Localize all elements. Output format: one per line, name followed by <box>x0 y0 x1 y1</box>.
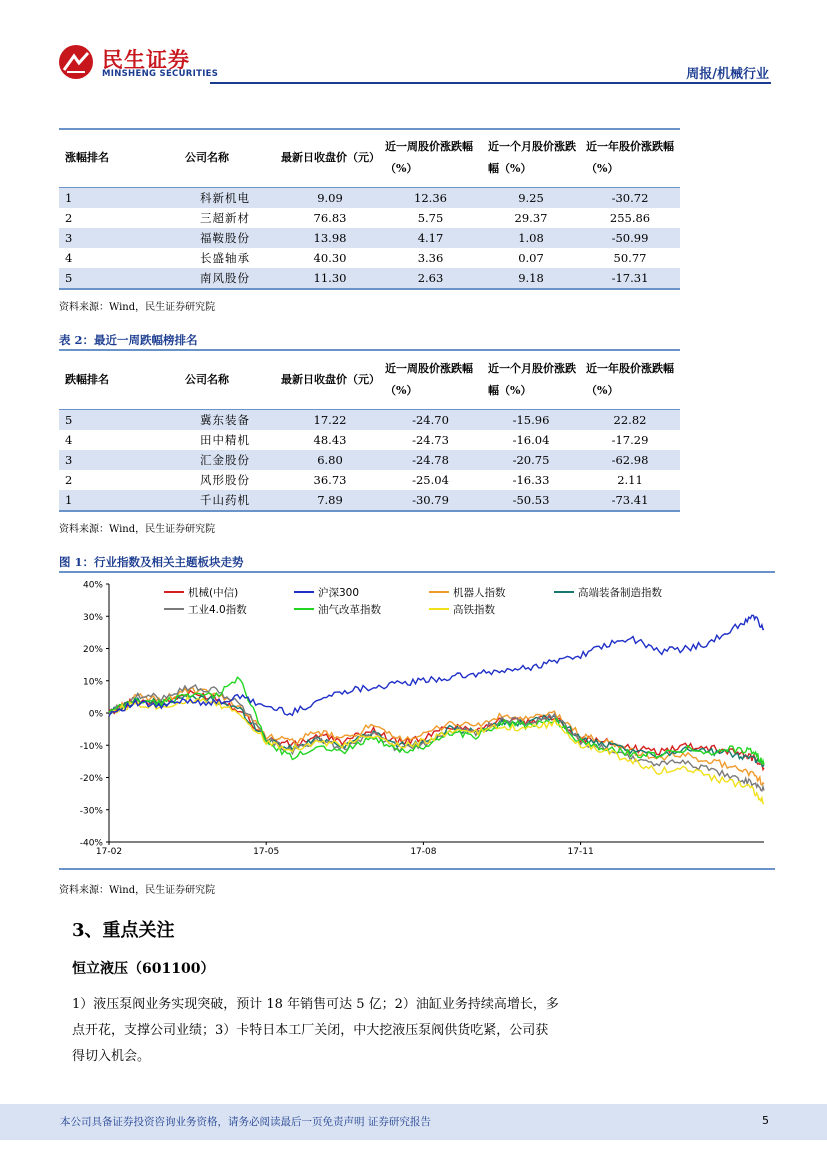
company-cell: 三超新材 <box>200 210 250 225</box>
price-cell: 6.80 <box>281 450 379 470</box>
table-row <box>59 187 680 208</box>
figure1-source: 资料来源：Wind，民生证券研究院 <box>59 885 216 896</box>
rank-cell: 3 <box>59 450 169 470</box>
body-paragraph-line: 点开花，支撑公司业绩；3）卡特日本工厂关闭，中大挖液压泵阀供货吃紧，公司获 <box>72 1023 549 1038</box>
company-cell: 田中精机 <box>200 432 250 447</box>
losers-table <box>59 351 680 512</box>
table-row <box>59 248 680 268</box>
rank-cell: 2 <box>65 472 73 487</box>
rank-cell: 1 <box>59 490 169 511</box>
logo-text-cn: 民生证券 <box>102 48 190 72</box>
table-header: 近一年股价涨跌幅（%） <box>586 361 674 397</box>
company-cell: 冀东装备 <box>169 409 281 430</box>
company-cell: 千山药机 <box>169 490 281 511</box>
company-cell: 福鞍股份 <box>169 228 281 248</box>
y-tick-label: -30% <box>79 806 103 817</box>
table-row <box>59 430 680 450</box>
table-row <box>59 470 680 490</box>
minsheng-logo-icon <box>58 44 94 80</box>
rank-cell: 1 <box>59 187 169 208</box>
table-header: 公司名称 <box>185 151 229 165</box>
y-tick-label: 30% <box>82 612 103 623</box>
table-row <box>59 450 680 470</box>
header-divider <box>210 82 771 84</box>
y-tick-label: 10% <box>82 677 103 688</box>
table-header: 涨幅排名 <box>65 151 109 165</box>
legend-label: 沪深300 <box>318 587 360 599</box>
table-header: 最新日收盘价（元） <box>281 151 380 165</box>
rank-cell: 5 <box>59 268 169 289</box>
figure-divider <box>59 868 775 870</box>
y-tick-label: -40% <box>79 838 103 849</box>
year-change-cell: -73.41 <box>580 490 680 511</box>
logo-text-en: MINSHENG SECURITIES <box>102 69 219 79</box>
month-change-cell: 29.37 <box>514 210 548 225</box>
rank-cell: 5 <box>59 409 169 430</box>
table-header: 近一周股价涨跌幅（%） <box>385 140 473 176</box>
week-change-cell: -24.78 <box>379 450 482 470</box>
gainers-table <box>59 128 680 290</box>
table-row <box>59 268 680 289</box>
table-header: 近一个月股价涨跌幅（%） <box>488 361 576 397</box>
price-cell: 9.09 <box>281 187 379 208</box>
legend-label: 油气改革指数 <box>318 604 381 616</box>
year-change-cell: 22.82 <box>580 409 680 430</box>
table-row <box>59 208 680 228</box>
legend-label: 工业4.0指数 <box>188 604 247 616</box>
x-tick-label: 17-05 <box>253 847 280 857</box>
y-tick-label: 0% <box>88 709 103 720</box>
year-change-cell: 255.86 <box>609 210 651 225</box>
legend-label: 机械(中信) <box>188 587 239 599</box>
legend-label: 高端装备制造指数 <box>578 587 662 599</box>
y-tick-label: 40% <box>82 580 103 591</box>
company-subtitle: 恒立液压（601100） <box>72 961 215 977</box>
table2-source: 资料来源：Wind，民生证券研究院 <box>59 524 216 535</box>
rank-cell: 4 <box>65 250 73 265</box>
company-cell: 风形股份 <box>200 472 250 487</box>
price-cell: 11.30 <box>281 268 379 289</box>
table-header: 最新日收盘价（元） <box>281 372 380 386</box>
month-change-cell: -16.04 <box>512 432 550 447</box>
table-header: 近一个月股价涨跌幅（%） <box>488 140 576 176</box>
x-tick-label: 17-08 <box>410 847 437 857</box>
year-change-cell: -62.98 <box>580 450 680 470</box>
legend-label: 高铁指数 <box>453 604 495 616</box>
price-cell: 76.83 <box>313 210 347 225</box>
month-change-cell: -16.33 <box>512 472 550 487</box>
table-header: 公司名称 <box>185 372 229 386</box>
month-change-cell: 9.25 <box>482 187 580 208</box>
table-header-row <box>59 129 680 187</box>
table-row <box>59 490 680 511</box>
table-header: 近一年股价涨跌幅（%） <box>586 140 674 176</box>
index-trend-chart <box>59 572 775 865</box>
x-tick-label: 17-02 <box>95 847 123 857</box>
company-cell: 汇金股份 <box>169 450 281 470</box>
table-header-row <box>59 351 680 409</box>
legend-label: 机器人指数 <box>453 587 506 599</box>
year-change-cell: -30.72 <box>580 187 680 208</box>
week-change-cell: 2.63 <box>379 268 482 289</box>
company-cell: 南风股份 <box>169 268 281 289</box>
table1-source: 资料来源：Wind，民生证券研究院 <box>59 302 216 313</box>
year-change-cell: 2.11 <box>617 472 643 487</box>
price-cell: 13.98 <box>281 228 379 248</box>
month-change-cell: -15.96 <box>482 409 580 430</box>
month-change-cell: -50.53 <box>482 490 580 511</box>
price-cell: 40.30 <box>313 250 347 265</box>
year-change-cell: -17.31 <box>580 268 680 289</box>
week-change-cell: 5.75 <box>417 210 444 225</box>
week-change-cell: -30.79 <box>379 490 482 511</box>
week-change-cell: 4.17 <box>379 228 482 248</box>
section-title: 3、重点关注 <box>72 920 175 941</box>
body-paragraph-line: 1）液压泵阀业务实现突破，预计 18 年销售可达 5 亿；2）油缸业务持续高增长，多 <box>72 997 559 1012</box>
price-cell: 36.73 <box>313 472 347 487</box>
month-change-cell: 9.18 <box>482 268 580 289</box>
report-tag: 周报/机械行业 <box>686 67 769 82</box>
rank-cell: 2 <box>65 210 73 225</box>
body-paragraph-line: 得切入机会。 <box>72 1049 151 1064</box>
week-change-cell: 3.36 <box>417 250 444 265</box>
week-change-cell: 12.36 <box>379 187 482 208</box>
price-cell: 17.22 <box>281 409 379 430</box>
table2-caption: 表 2：最近一周跌幅榜排名 <box>59 333 198 347</box>
table-row <box>59 409 680 430</box>
y-tick-label: 20% <box>82 645 103 655</box>
figure1-caption: 图 1：行业指数及相关主题板块走势 <box>59 555 244 569</box>
month-change-cell: 0.07 <box>518 250 544 265</box>
table-header: 跌幅排名 <box>65 372 109 386</box>
week-change-cell: -24.73 <box>412 432 449 447</box>
week-change-cell: -25.04 <box>412 472 449 487</box>
x-tick-label: 17-11 <box>567 847 594 857</box>
year-change-cell: -17.29 <box>611 432 649 447</box>
month-change-cell: -20.75 <box>482 450 580 470</box>
company-cell: 科新机电 <box>169 187 281 208</box>
price-cell: 48.43 <box>313 432 347 447</box>
table-row <box>59 228 680 248</box>
rank-cell: 3 <box>59 228 169 248</box>
month-change-cell: 1.08 <box>482 228 580 248</box>
rank-cell: 4 <box>65 432 73 447</box>
price-cell: 7.89 <box>281 490 379 511</box>
table-header: 近一周股价涨跌幅（%） <box>385 361 473 397</box>
company-cell: 长盛轴承 <box>200 250 250 265</box>
year-change-cell: -50.99 <box>580 228 680 248</box>
y-tick-label: -10% <box>79 741 103 752</box>
week-change-cell: -24.70 <box>379 409 482 430</box>
y-tick-label: -20% <box>79 774 103 784</box>
page-number: 5 <box>762 1114 769 1127</box>
footer-disclaimer: 本公司具备证券投资咨询业务资格，请务必阅读最后一页免责声明 证券研究报告 <box>60 1116 431 1128</box>
year-change-cell: 50.77 <box>613 250 647 265</box>
